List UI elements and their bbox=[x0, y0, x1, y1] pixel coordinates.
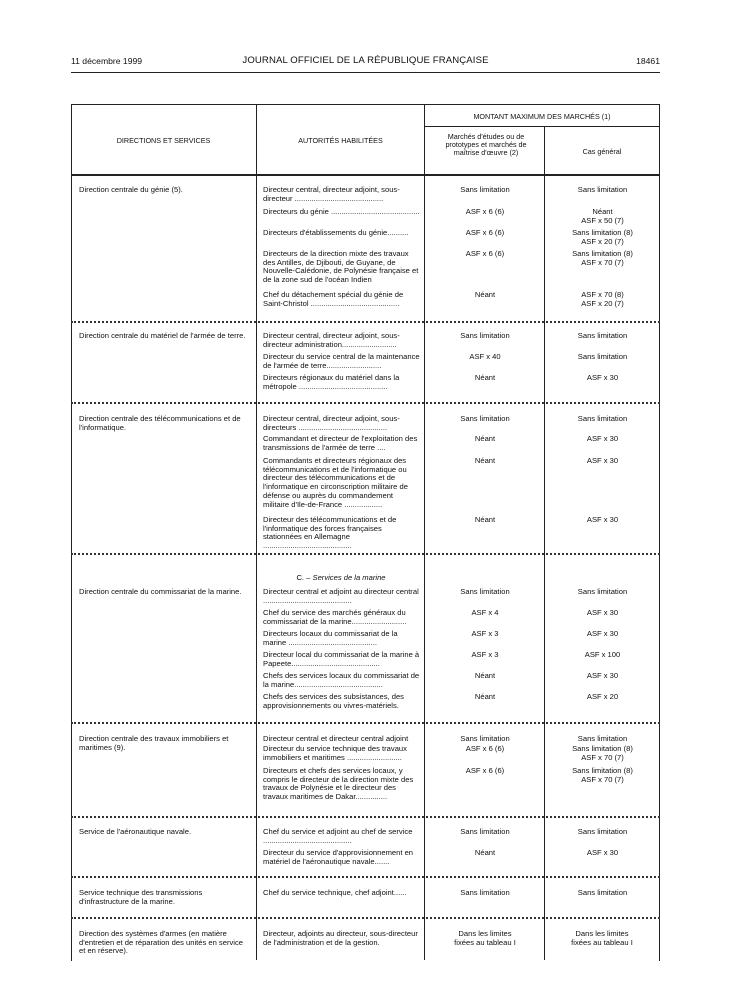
montant-cas-general: ASF x 70 (7) bbox=[581, 775, 624, 784]
direction-transmissions: Service technique des transmissions d'infrastructure de la marine. bbox=[79, 888, 203, 906]
montant-marches: ASF x 4 bbox=[471, 608, 499, 617]
row-separator bbox=[71, 917, 660, 919]
montant-cas-general: Sans limitation bbox=[577, 331, 628, 340]
row-separator bbox=[71, 876, 660, 878]
montant-cas-general: ASF x 20 bbox=[586, 692, 619, 701]
autorite-entry: Directeurs et chefs des services locaux, y compris le directeur de la direction mixte des travaux de Polynésie et le directeur des travaux maritimes de Dakar............... bbox=[263, 766, 414, 802]
col-header-autorites: AUTORITÉS HABILITÉES bbox=[298, 136, 383, 145]
autorite-entry: Directeur central et directeur central adjoint bbox=[263, 734, 409, 743]
montant-cas-general: ASF x 50 (7) bbox=[581, 216, 624, 225]
montant-cas-general: Néant bbox=[592, 207, 613, 216]
section-prefix: C. – bbox=[296, 573, 313, 582]
montant-marches: Sans limitation bbox=[460, 734, 510, 743]
row-separator bbox=[71, 553, 660, 555]
montant-cas-general: ASF x 70 (7) bbox=[581, 258, 624, 267]
montant-marches: Sans limitation bbox=[460, 888, 510, 897]
autorite-entry: Chef du service technique, chef adjoint...... bbox=[263, 888, 407, 897]
autorite-entry: Directeur du service central de la maintenance de l'armée de terre.......................... bbox=[263, 352, 420, 370]
autorite-entry: Directeurs régionaux du matériel dans la métropole .......................................... bbox=[263, 373, 400, 391]
header-rule bbox=[71, 72, 660, 73]
montant-marches: Néant bbox=[474, 515, 496, 524]
direction-aeronautique: Service de l'aéronautique navale. bbox=[79, 827, 192, 836]
montant-marches: Sans limitation bbox=[460, 331, 510, 340]
autorite-entry: Chef du détachement spécial du génie de Saint-Christol .......................................... bbox=[263, 290, 404, 308]
montant-marches: Néant bbox=[474, 290, 496, 299]
autorite-entry: Directeur du service d'approvisionnement en matériel de l'aéronautique navale....... bbox=[263, 848, 414, 866]
montant-cas-general: ASF x 30 bbox=[586, 434, 619, 443]
direction-commissariat: Direction centrale du commissariat de la marine. bbox=[79, 587, 242, 596]
montant-header-rule bbox=[424, 126, 659, 127]
col-header-directions: DIRECTIONS ET SERVICES bbox=[116, 136, 211, 145]
autorite-entry: Directeur central, directeur adjoint, sous-directeurs .......................................... bbox=[263, 414, 400, 432]
montant-cas-general: Sans limitation bbox=[577, 827, 628, 836]
montant-marches: Sans limitation bbox=[460, 414, 510, 423]
autorite-entry: Directeur, adjoints au directeur, sous-directeur de l'administration et de la gestion. bbox=[263, 929, 418, 947]
montant-marches: ASF x 3 bbox=[471, 650, 499, 659]
header-date: 11 décembre 1999 bbox=[71, 56, 143, 66]
col-header-marches-etudes: Marchés d'études ou de prototypes et marchés de maîtrise d'œuvre (2) bbox=[445, 132, 527, 157]
autorite-entry: Chefs des services des subsistances, des approvisionnements ou vivres-matériels. bbox=[263, 692, 404, 710]
montant-marches: ASF x 3 bbox=[471, 629, 499, 638]
montant-marches: ASF x 40 bbox=[469, 352, 501, 361]
direction-genie: Direction centrale du génie (5). bbox=[79, 185, 183, 194]
col-header-cas-general: Cas général bbox=[582, 147, 622, 156]
autorite-entry: Directeur du service technique des travaux immobiliers et maritimes .......................... bbox=[263, 744, 407, 762]
autorite-entry: Chefs des services locaux du commissariat de la marine.......................................... bbox=[263, 671, 420, 689]
autorite-entry: Chef du service et adjoint au chef de service .......................................... bbox=[263, 827, 413, 845]
montant-marches: Néant bbox=[474, 373, 496, 382]
montant-cas-general: ASF x 70 (7) bbox=[581, 753, 624, 762]
montant-cas-general: Sans limitation (8) bbox=[572, 766, 633, 775]
table-col-divider-2 bbox=[424, 104, 425, 960]
header-page-number: 18461 bbox=[636, 56, 660, 66]
montant-cas-general: Sans limitation bbox=[577, 414, 628, 423]
direction-telecom: Direction centrale des télécommunications et de l'informatique. bbox=[79, 414, 241, 432]
montant-cas-general: ASF x 30 bbox=[586, 608, 619, 617]
montant-marches: ASF x 6 (6) bbox=[465, 766, 505, 775]
montant-cas-general: Sans limitation (8) bbox=[572, 249, 633, 258]
montant-marches: Dans les limites fixées au tableau I bbox=[454, 929, 516, 947]
montant-cas-general: ASF x 30 bbox=[586, 848, 619, 857]
montant-marches: Néant bbox=[474, 671, 496, 680]
montant-marches: Sans limitation bbox=[460, 827, 510, 836]
row-separator bbox=[71, 722, 660, 724]
montant-cas-general: ASF x 70 (8) bbox=[581, 290, 624, 299]
autorite-entry: Directeur central, directeur adjoint, sous-directeur .......................................... bbox=[263, 185, 400, 203]
row-separator bbox=[71, 321, 660, 323]
table-col-divider-3 bbox=[544, 126, 545, 960]
direction-travaux: Direction centrale des travaux immobiliers et maritimes (9). bbox=[79, 734, 229, 752]
montant-marches: ASF x 6 (6) bbox=[465, 744, 505, 753]
autorite-entry: Directeur des télécommunications et de l'informatique des forces françaises stationnées en Allemagne .......................................... bbox=[263, 515, 397, 551]
montant-marches: Sans limitation bbox=[460, 185, 510, 194]
montant-cas-general: Dans les limites fixées au tableau I bbox=[571, 929, 633, 947]
montant-marches: Néant bbox=[474, 692, 496, 701]
autorite-entry: Chef du service des marchés généraux du commissariat de la marine.......................... bbox=[263, 608, 407, 626]
montant-marches: ASF x 6 (6) bbox=[465, 249, 505, 258]
montant-cas-general: Sans limitation (8) bbox=[572, 228, 633, 237]
autorite-entry: Directeurs du génie .......................................... bbox=[263, 207, 420, 216]
autorite-entry: Commandants et directeurs régionaux des télécommunications et de l'informatique ou directeur des télécommunications et de l'informatique en circonscription militaire de défense ou auprès du commandement militaire d'Ile-de-France .................. bbox=[263, 456, 408, 509]
montant-cas-general: Sans limitation bbox=[577, 352, 628, 361]
row-separator bbox=[71, 816, 660, 818]
montant-cas-general: ASF x 30 bbox=[586, 456, 619, 465]
montant-marches: Néant bbox=[474, 434, 496, 443]
montant-cas-general: Sans limitation bbox=[577, 185, 628, 194]
header-journal-title: JOURNAL OFFICIEL DE LA RÉPUBLIQUE FRANÇAISE bbox=[242, 55, 489, 66]
montant-cas-general: ASF x 20 (7) bbox=[581, 237, 624, 246]
autorite-entry: Directeurs de la direction mixte des travaux des Antilles, de Djibouti, de Guyane, de Nouvelle-Calédonie, de Polynésie française et de la zone sud de l'océan Indien bbox=[263, 249, 419, 285]
montant-cas-general: ASF x 30 bbox=[586, 671, 619, 680]
autorite-entry: Directeur local du commissariat de la marine à Papeete.......................................... bbox=[263, 650, 420, 668]
autorite-entry: Directeur central et adjoint au directeur central .......................................... bbox=[263, 587, 419, 605]
montant-cas-general: Sans limitation bbox=[577, 888, 628, 897]
montant-cas-general: Sans limitation bbox=[577, 734, 628, 743]
row-separator bbox=[71, 402, 660, 404]
table-header-rule-2 bbox=[71, 175, 660, 176]
autorite-entry: Commandant et directeur de l'exploitation des transmissions de l'armée de terre .... bbox=[263, 434, 418, 452]
montant-cas-general: ASF x 30 bbox=[586, 373, 619, 382]
page-header bbox=[71, 56, 660, 70]
autorite-entry: Directeurs locaux du commissariat de la marine .......................................... bbox=[263, 629, 398, 647]
montant-cas-general: Sans limitation bbox=[577, 587, 628, 596]
montant-cas-general: Sans limitation (8) bbox=[572, 744, 633, 753]
direction-systemes-armes: Direction des systèmes d'armes (en matière d'entretien et de réparation des unités en service et en réserve). bbox=[79, 929, 243, 956]
montant-marches: Sans limitation bbox=[460, 587, 510, 596]
col-header-montant: MONTANT MAXIMUM DES MARCHÉS (1) bbox=[473, 112, 611, 121]
autorite-entry: Directeur central, directeur adjoint, sous-directeur administration.......................... bbox=[263, 331, 400, 349]
montant-cas-general: ASF x 30 bbox=[586, 629, 619, 638]
direction-materiel: Direction centrale du matériel de l'armée de terre. bbox=[79, 331, 246, 340]
montant-cas-general: ASF x 30 bbox=[586, 515, 619, 524]
montant-cas-general: ASF x 100 bbox=[584, 650, 621, 659]
autorite-entry: Directeurs d'établissements du génie.......... bbox=[263, 228, 409, 237]
table-col-divider-1 bbox=[256, 104, 257, 960]
montant-marches: ASF x 6 (6) bbox=[465, 228, 505, 237]
section-title: Services de la marine bbox=[312, 573, 386, 582]
montant-marches: Néant bbox=[474, 848, 496, 857]
section-heading-marine bbox=[258, 574, 424, 583]
montant-marches: Néant bbox=[474, 456, 496, 465]
montant-marches: ASF x 6 (6) bbox=[465, 207, 505, 216]
montant-cas-general: ASF x 20 (7) bbox=[581, 299, 624, 308]
